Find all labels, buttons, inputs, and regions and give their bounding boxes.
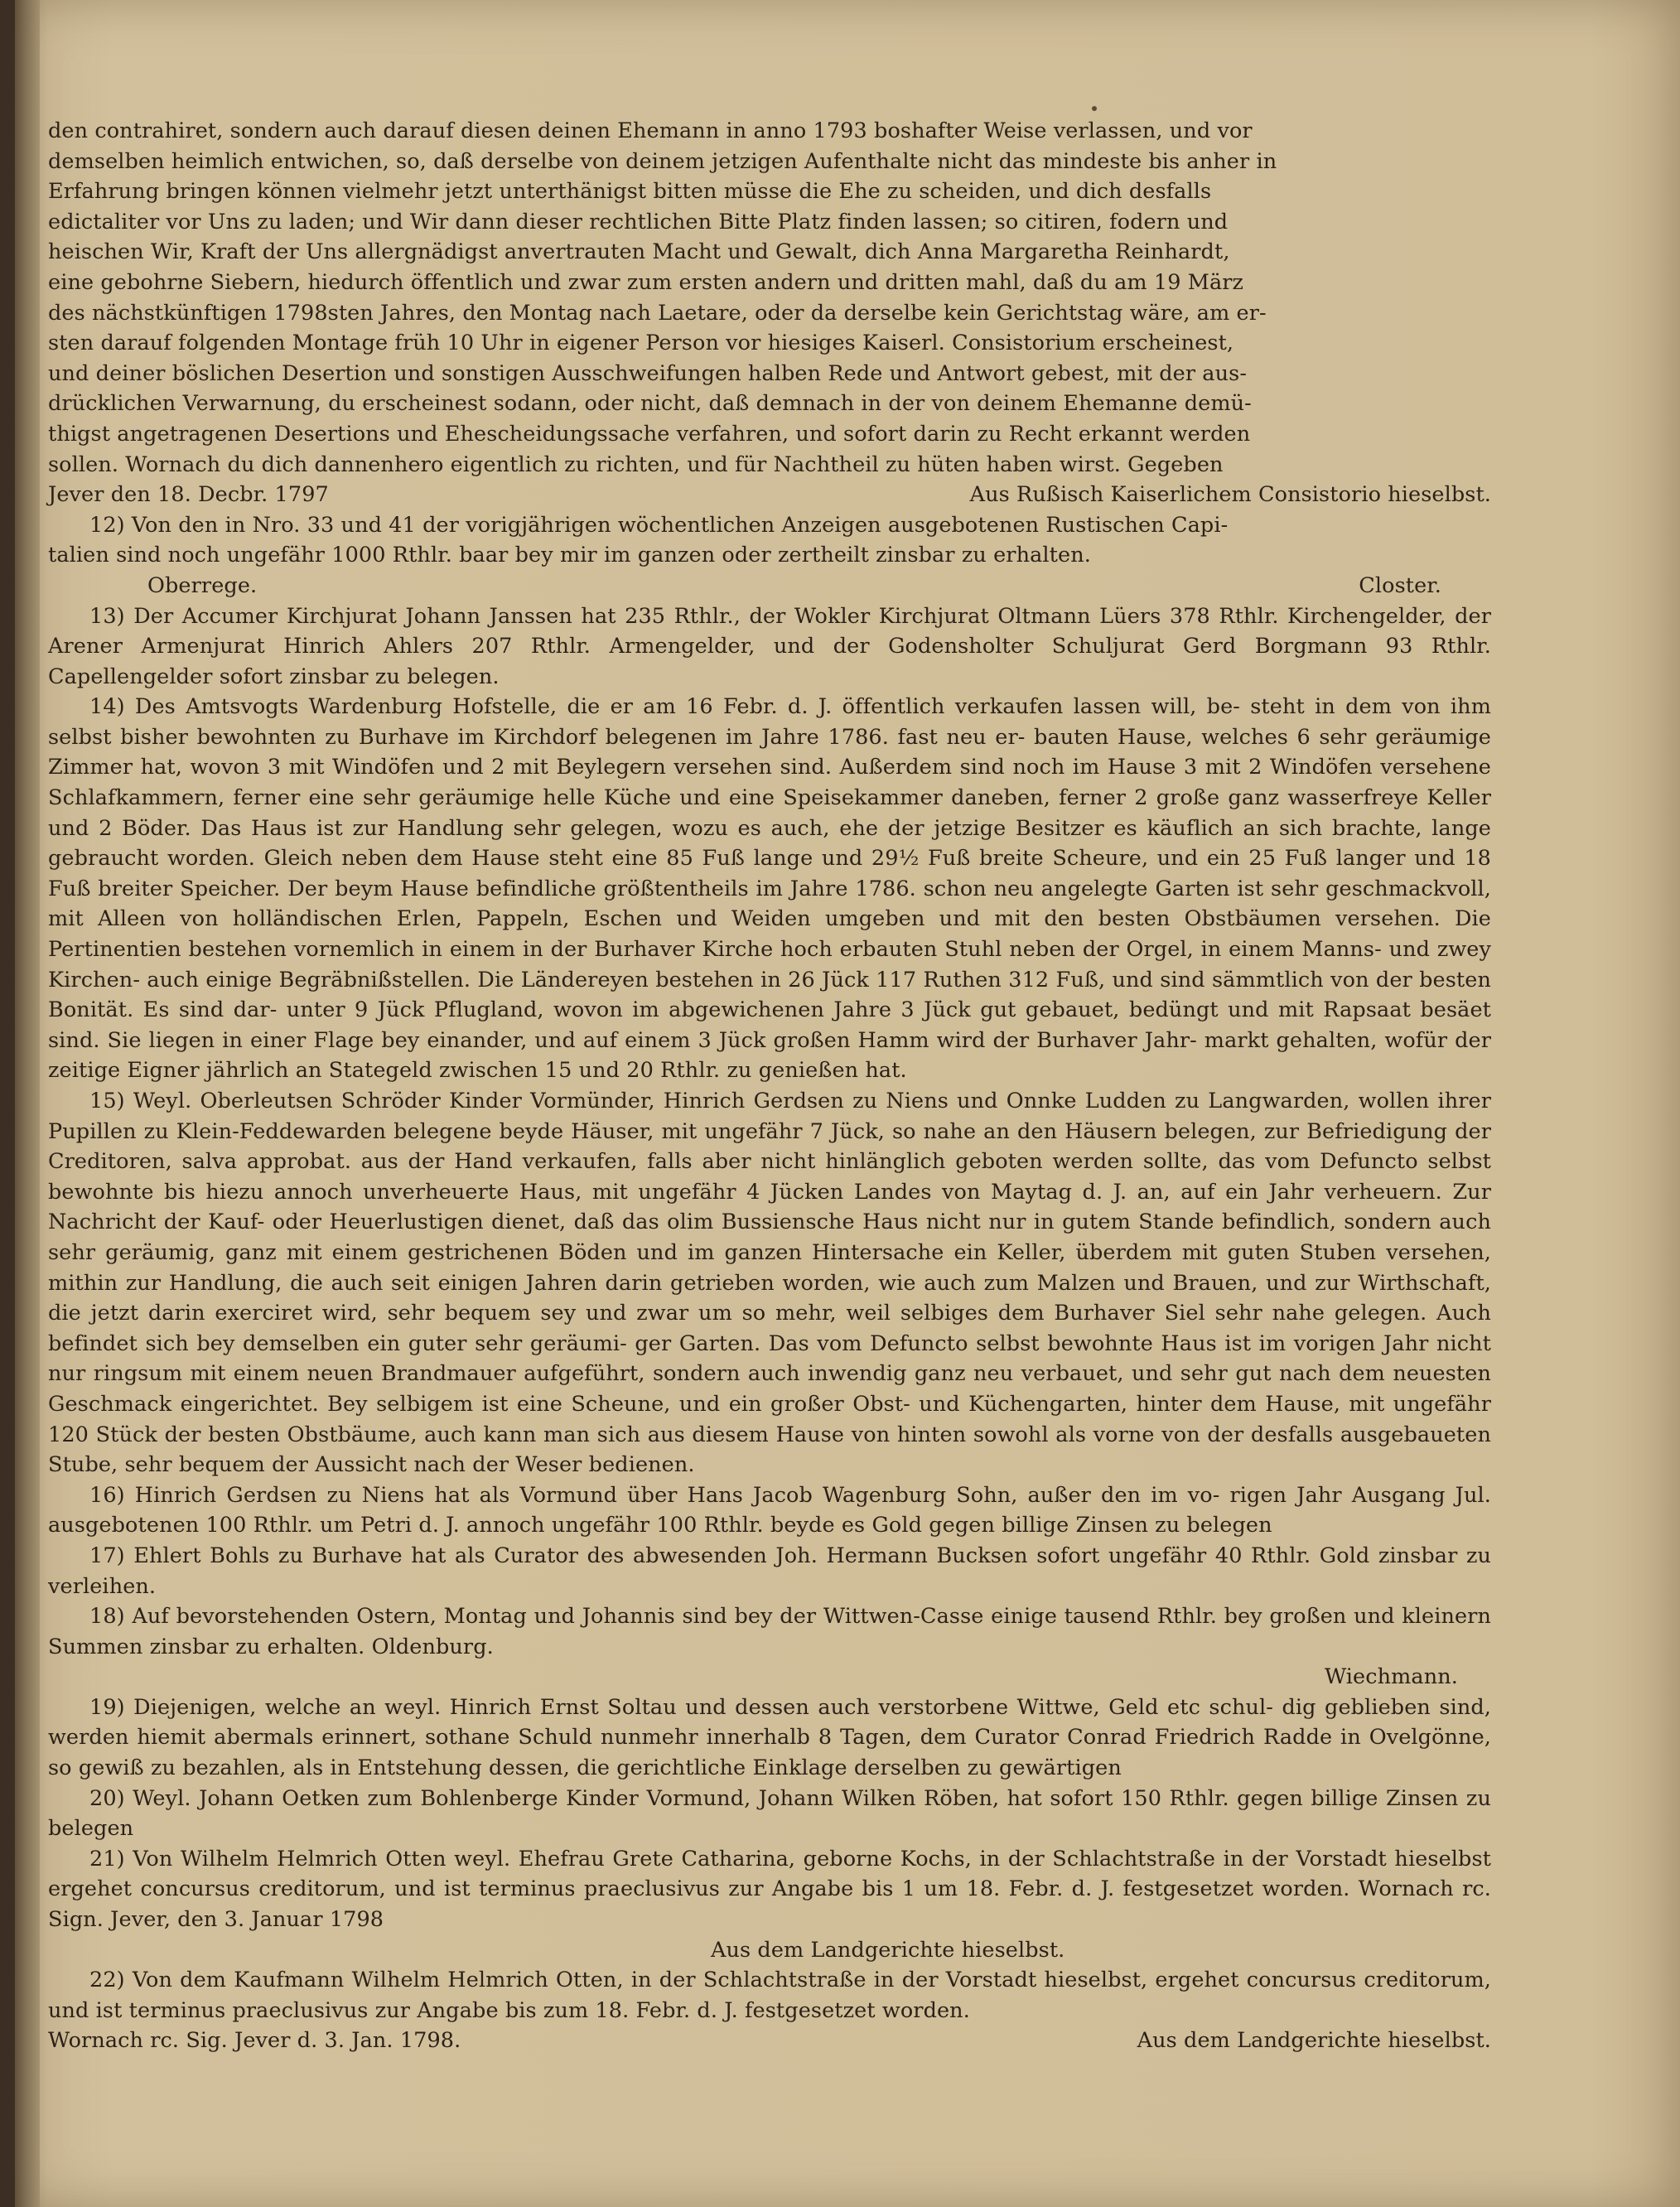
document-text [48,116,1491,2056]
text-line: demselben heimlich entwichen, so, daß derselbe von deinem jetzigen Aufenthalte nicht das mindeste bis anher in [48,148,1277,174]
text-line: sten darauf folgenden Montage früh 10 Uhr in eigener Person vor hiesiges Kaiserl. Consistorium erscheinest, [48,331,1234,356]
text-line: eine gebohrne Siebern, hiedurch öffentlich und zwar zum ersten andern und dritten mahl, daß du am 19 März [48,269,1244,295]
text-line: sollen. Wornach du dich dannenhero eigentlich zu richten, und für Nachtheil zu hüten haben wirst. Gegeben [48,452,1224,477]
notice-14: 14) Des Amtsvogts Wardenburg Hofstelle, die er am 16 Febr. d. J. öffentlich verkaufen lassen will, be- steht in dem von ihm selbst bisher bewohnten zu Burhave im Kirchdorf belegenen im Jahre 1786. fast neu er- bauten Hause, welches 6 sehr geräumige Zimmer hat, wovon 3 mit Windöfen und 2 mit Beylegern versehen sind. Außerdem sind noch im Hause 3 mit 2 Windöfen versehene Schlafkammern, ferner eine sehr geräumige helle Küche und eine Speisekammer daneben, ferner 2 große ganz wasserfreye Keller und 2 Böder. Das Haus ist zur Handlung sehr gelegen, wozu es auch, ehe der jetzige Besitzer es käuflich an sich brachte, lange gebraucht worden. Gleich neben dem Hause steht eine 85 Fuß lange und 29½ Fuß breite Scheure, und ein 25 Fuß langer und 18 Fuß breiter Speicher. Der beym Hause befindliche größtentheils im Jahre 1786. schon neu angelegte Garten ist sehr geschmackvoll, mit Alleen von holländischen Erlen, Pappeln, Eschen und Weiden umgeben und mit den besten Obstbäumen versehen. Die Pertinentien bestehen vornemlich in einem in der Burhaver Kirche hoch erbauten Stuhl neben der Orgel, in einem Manns- und zwey Kirchen- auch einige Begräbnißstellen. Die Ländereyen bestehen in 26 Jück 117 Ruthen 312 Fuß, und sind sämmtlich von der besten Bonität. Es sind dar- unter 9 Jück Pflugland, wovon im abgewichenen Jahre 3 Jück gut gebauet, bedüngt und mit Rapsaat besäet sind. Sie liegen in einer Flage bey einander, und auf einem 3 Jück großen Hamm wird der Burhaver Jahr- markt gehalten, wofür der zeitige Eigner jährlich an Stategeld zwischen 15 und 20 Rthlr. zu genießen hat. [48,694,1491,1084]
place-right: Closter. [1359,572,1441,598]
notice-21-signature: Aus dem Landgerichte hieselbst. [711,1937,1065,1963]
notice-12-cont: talien sind noch ungefähr 1000 Rthlr. baar bey mir im ganzen oder zertheilt zinsbar zu erhalten. [48,543,1091,568]
text-line: den contrahiret, sondern auch darauf diesen deinen Ehemann in anno 1793 boshafter Weise verlassen, und vor [48,118,1253,143]
signature-row [48,480,1491,510]
text-line: Erfahrung bringen können vielmehr jetzt unterthänigst bitten müsse die Ehe zu scheiden, und dich desfalls [48,179,1212,205]
notice-17: 17) Ehlert Bohls zu Burhave hat als Curator des abwesenden Joh. Hermann Bucksen sofort ungefähr 40 Rthlr. Gold zinsbar zu verleihen. [48,1543,1491,1599]
notice-21: 21) Von Wilhelm Helmrich Otten weyl. Ehefrau Grete Catharina, geborne Kochs, in der Schlachtstraße in der Vorstadt hieselbst ergehet concursus creditorum, und ist terminus praeclusivus zur Angabe bis 1 um 18. Febr. d. J. festgesetzet worden. Wornach rc. Sign. Jever, den 3. Januar 1798 [48,1846,1491,1933]
notice-22-footer [48,2026,1491,2056]
document-page [15,0,1680,2207]
signature-authority: Aus Rußisch Kaiserlichem Consistorio hieselbst. [969,482,1491,508]
notice-12: 12) Von den in Nro. 33 und 41 der vorigjährigen wöchentlichen Anzeigen ausgebotenen Rustischen Capi- [89,512,1229,538]
text-line: drücklichen Verwarnung, du erscheinest sodann, oder nicht, daß demnach in der von deinem Ehemanne demü- [48,391,1252,417]
book-gutter [15,0,40,2207]
notice-22: 22) Von dem Kaufmann Wilhelm Helmrich Otten, in der Schlachtstraße in der Vorstadt hieselbst, ergehet concursus creditorum, und ist terminus praeclusivus zur Angabe bis zum 18. Febr. d. J. festgesetzet worden. [48,1968,1491,2023]
notice-12-places [48,571,1491,601]
notice-18: 18) Auf bevorstehenden Ostern, Montag und Johannis sind bey der Wittwen-Casse einige tausend Rthlr. bey großen und kleinern Summen zinsbar zu erhalten. Oldenburg. [48,1604,1491,1659]
signature-date: Jever den 18. Decbr. 1797 [48,482,329,508]
text-line: des nächstkünftigen 1798sten Jahres, den Montag nach Laetare, oder da derselbe kein Gerichtstag wäre, am er- [48,300,1267,326]
text-line: edictaliter vor Uns zu laden; und Wir dann dieser rechtlichen Bitte Platz finden lassen; so citiren, fodern und [48,209,1229,234]
text-line: und deiner böslichen Desertion und sonstigen Ausschweifungen halben Rede und Antwort gebest, mit der aus- [48,360,1248,386]
notice-16: 16) Hinrich Gerdsen zu Niens hat als Vormund über Hans Jacob Wagenburg Sohn, außer den im vo- rigen Jahr Ausgang Jul. ausgebotenen 100 Rthlr. um Petri d. J. annoch ungefähr 100 Rthlr. beyde es Gold gegen billige Zinsen zu belegen [48,1482,1491,1538]
text-line: thigst angetragenen Desertions und Ehescheidungssache verfahren, und sofort darin zu Recht erkannt werden [48,421,1251,447]
notice-20: 20) Weyl. Johann Oetken zum Bohlenberge Kinder Vormund, Johann Wilken Röben, hat sofort 150 Rthlr. gegen billige Zinsen zu belegen [48,1785,1491,1842]
ink-dot [1092,106,1097,111]
notice-22-authority: Aus dem Landgerichte hieselbst. [1137,2028,1491,2054]
notice-13: 13) Der Accumer Kirchjurat Johann Janssen hat 235 Rthlr., der Wokler Kirchjurat Oltmann Lüers 378 Rthlr. Kirchengelder, der Arener Armenjurat Hinrich Ahlers 207 Rthlr. Armengelder, und der Godensholter Schuljurat Gerd Borgmann 93 Rthlr. Capellengelder sofort zinsbar zu belegen. [48,603,1491,689]
place-left: Oberrege. [147,572,258,598]
notice-19: 19) Diejenigen, welche an weyl. Hinrich Ernst Soltau und dessen auch verstorbene Wittwe, Geld etc schul- dig geblieben sind, werden hiemit abermals erinnert, sothane Schuld nunmehr innerhalb 8 Tagen, dem Curator Conrad Friedrich Radde in Ovelgönne, so gewiß zu bezahlen, als in Entstehung dessen, die gerichtliche Einklage derselben zu gewärtigen [48,1694,1491,1781]
text-line: heischen Wir, Kraft der Uns allergnädigst anvertrauten Macht und Gewalt, dich Anna Margaretha Reinhardt, [48,239,1230,265]
notice-22-date: Wornach rc. Sig. Jever d. 3. Jan. 1798. [48,2028,461,2054]
notice-18-signature: Wiechmann. [1324,1664,1458,1690]
notice-15: 15) Weyl. Oberleutsen Schröder Kinder Vormünder, Hinrich Gerdsen zu Niens und Onnke Ludden zu Langwarden, wollen ihrer Pupillen zu Klein-Feddewarden belegene beyde Häuser, mit ungefähr 7 Jück, so nahe an den Häusern belegen, zur Befriedigung der Creditoren, salva approbat. aus der Hand verkaufen, falls aber nicht hinlänglich geboten werden sollte, das vom Defuncto selbst bewohnte bis hiezu annoch unverheuerte Haus, mit ungefähr 4 Jücken Landes von Maytag d. J. an, auf ein Jahr verheuern. Zur Nachricht der Kauf- oder Heuerlustigen dienet, daß das olim Bussiensche Haus nicht nur in gutem Stande befindlich, sondern auch sehr geräumig, ganz mit einem gestrichenen Böden und im ganzen Hintersache ein Keller, überdem mit guten Stuben versehen, mithin zur Handlung, die auch seit einigen Jahren darin getrieben worden, wie auch zum Malzen und Brauen, und zur Wirthschaft, die jetzt darin exerciret wird, sehr bequem sey und zwar um so mehr, weil selbiges dem Burhaver Siel sehr nahe gelegen. Auch befindet sich bey demselben ein guter sehr geräumi- ger Garten. Das vom Defuncto selbst bewohnte Haus ist im vorigen Jahr nicht nur ringsum mit einem neuen Brandmauer aufgeführt, sondern auch inwendig ganz neu verbauet, und sehr gut nach dem neuesten Geschmack eingerichtet. Bey selbigem ist eine Scheune, und ein großer Obst- und Küchengarten, hinter dem Hause, mit ungefähr 120 Stück der besten Obstbäume, auch kann man sich aus diesem Hause von hinten sowohl als vorne von der desfalls ausgebaueten Stube, sehr bequem der Aussicht nach der Weser bedienen. [48,1089,1491,1478]
